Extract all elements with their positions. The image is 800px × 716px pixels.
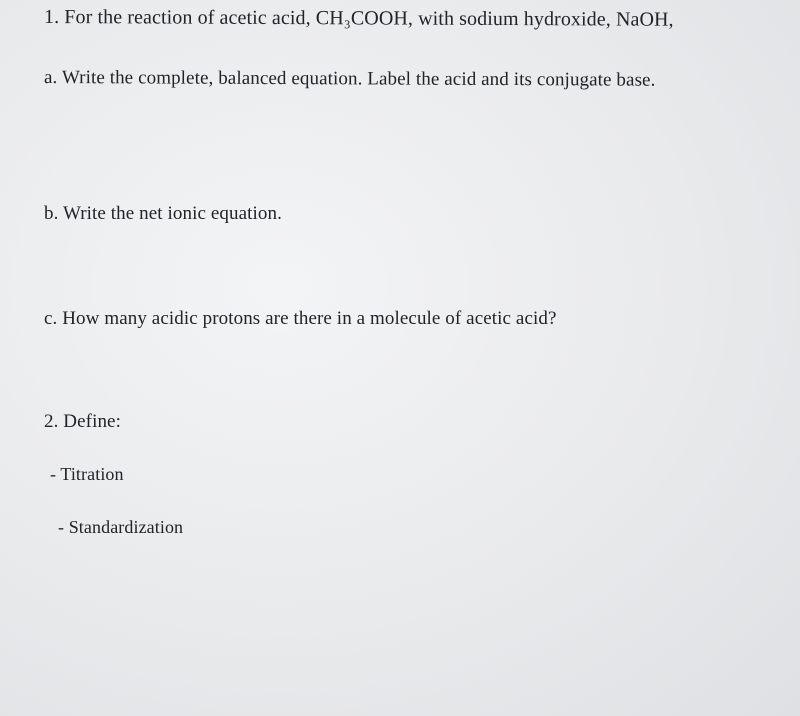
question-2-term-standardization: - Standardization [58, 517, 184, 537]
question-1-part-b: b. Write the net ionic equation. [44, 203, 282, 224]
question-1-part-c: c. How many acidic protons are there in a molecule of acetic acid? [44, 308, 557, 329]
question-1-part-a: a. Write the complete, balanced equation. Label the acid and its conjugate base. [43, 67, 656, 91]
question-2-term-titration: - Titration [50, 464, 124, 484]
question-2-stem: 2. Define: [44, 411, 121, 432]
question-1-stem: 1. For the reaction of acetic acid, CH₃COOH, with sodium hydroxide, NaOH, [43, 6, 674, 31]
